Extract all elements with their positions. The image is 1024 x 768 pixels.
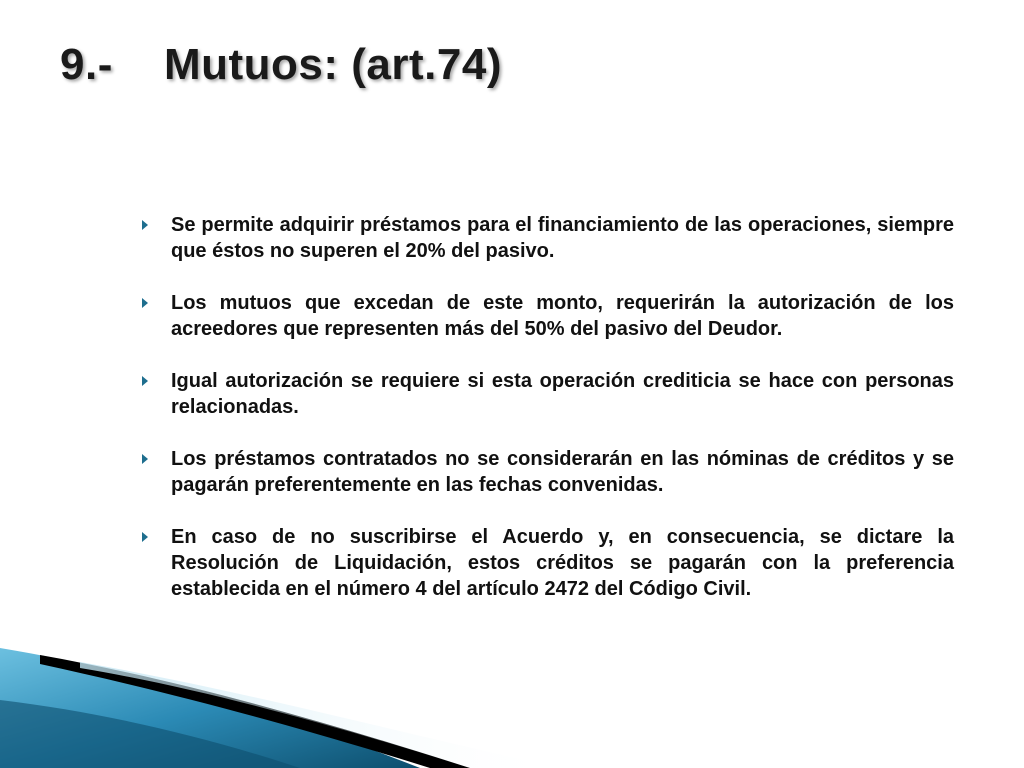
triangle-bullet-icon [142, 376, 148, 386]
title-text: Mutuos: (art.74) [164, 40, 502, 89]
bullet-item [138, 446, 954, 498]
bullet-item [138, 524, 954, 602]
bullet-item [138, 368, 954, 420]
page-title [60, 40, 502, 90]
triangle-bullet-icon [142, 454, 148, 464]
bullet-item [138, 290, 954, 342]
bullet-text: Los préstamos contratados no se considerarán en las nóminas de créditos y se pagarán preferentemente en las fechas convenidas. [171, 448, 954, 496]
triangle-bullet-icon [142, 298, 148, 308]
bullet-text: Los mutuos que excedan de este monto, requerirán la autorización de los acreedores que representen más del 50% del pasivo del Deudor. [171, 292, 954, 340]
title-number: 9.- [60, 40, 113, 89]
bullet-list [138, 212, 954, 628]
triangle-bullet-icon [142, 532, 148, 542]
bullet-text: En caso de no suscribirse el Acuerdo y, en consecuencia, se dictare la Resolución de Liquidación, estos créditos se pagarán con la preferencia establecida en el número 4 del artículo 2472 del Código Civil. [171, 526, 954, 600]
bullet-text: Se permite adquirir préstamos para el financiamiento de las operaciones, siempre que éstos no superen el 20% del pasivo. [171, 214, 954, 262]
bullet-item [138, 212, 954, 264]
triangle-bullet-icon [142, 220, 148, 230]
bullet-text: Igual autorización se requiere si esta operación crediticia se hace con personas relacionadas. [171, 370, 954, 418]
